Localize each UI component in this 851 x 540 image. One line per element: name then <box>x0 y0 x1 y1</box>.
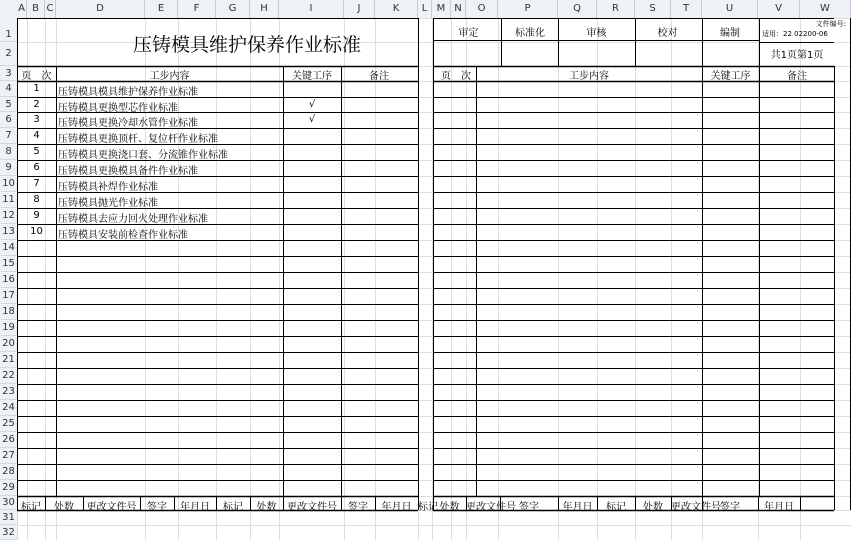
item-number: 9 <box>33 210 40 221</box>
item-step-name: 压铸模具更换型芯作业标准 <box>58 103 178 114</box>
column-header-w[interactable]: W <box>800 0 851 18</box>
item-step-name: 压铸模具更换顶杆、复位杆作业标准 <box>58 134 218 145</box>
column-header-h[interactable]: H <box>250 0 279 18</box>
item-step-name: 压铸模具安装前检查作业标准 <box>58 230 188 241</box>
footer-cell-label: 年月日 <box>180 502 210 513</box>
row-header-bar <box>0 18 18 540</box>
column-header-m[interactable]: M <box>432 0 451 18</box>
column-header-g[interactable]: G <box>216 0 250 18</box>
column-header-c[interactable]: C <box>45 0 56 18</box>
column-header-a[interactable]: A <box>17 0 27 18</box>
item-step-name: 压铸模具更换浇口套、分流锥作业标准 <box>58 150 228 161</box>
row-header-24[interactable]: 24 <box>0 400 17 416</box>
doc-number-value: 适用：22 02200-06 <box>762 30 828 38</box>
row-header-28[interactable]: 28 <box>0 464 17 480</box>
row-header-19[interactable]: 19 <box>0 320 17 336</box>
row-header-9[interactable]: 9 <box>0 160 17 176</box>
row-header-12[interactable]: 12 <box>0 208 17 224</box>
page-title: 压铸模具维护保养作业标准 <box>132 34 361 56</box>
row-header-32[interactable]: 32 <box>0 525 17 540</box>
row-header-14[interactable]: 14 <box>0 240 17 256</box>
row-header-13[interactable]: 13 <box>0 224 17 240</box>
footer-cell-label: 年月日 <box>764 502 794 513</box>
column-header-n[interactable]: N <box>451 0 466 18</box>
column-header-i[interactable]: I <box>279 0 344 18</box>
footer-cell-label: 年月日 <box>381 502 412 513</box>
column-header-t[interactable]: T <box>671 0 702 18</box>
item-step-name: 压铸模具更换模具备件作业标准 <box>58 166 198 177</box>
header-key-left: 关键工序 <box>292 71 332 82</box>
row-header-26[interactable]: 26 <box>0 432 17 448</box>
column-header-u[interactable]: U <box>702 0 758 18</box>
footer-cell-label: 更改文件号 <box>671 502 721 513</box>
row-header-2[interactable]: 2 <box>0 42 17 66</box>
approval-review: 审定 <box>458 28 479 39</box>
row-header-22[interactable]: 22 <box>0 368 17 384</box>
item-key-mark: √ <box>308 99 316 110</box>
footer-cell-label: 年月日 <box>562 502 593 513</box>
column-header-v[interactable]: V <box>758 0 800 18</box>
row-header-6[interactable]: 6 <box>0 112 17 128</box>
footer-cell-label: 处数 <box>54 502 74 513</box>
row-header-25[interactable]: 25 <box>0 416 17 432</box>
page-info: 共1页第1页 <box>770 50 824 61</box>
item-number: 7 <box>33 178 40 189</box>
doc-number-label: 文件编号: <box>815 20 846 28</box>
column-header-k[interactable]: K <box>375 0 418 18</box>
row-header-7[interactable]: 7 <box>0 128 17 144</box>
row-header-30[interactable]: 30 <box>0 496 17 510</box>
approval-compile: 编制 <box>720 28 740 39</box>
footer-cell-label: 标记 <box>21 502 41 513</box>
row-header-27[interactable]: 27 <box>0 448 17 464</box>
row-header-20[interactable]: 20 <box>0 336 17 352</box>
row-header-10[interactable]: 10 <box>0 176 17 192</box>
approval-standardization: 标准化 <box>515 28 545 39</box>
footer-cell-label: 更改文件号 <box>466 502 516 513</box>
item-step-name: 压铸模具补焊作业标准 <box>58 182 158 193</box>
approval-audit: 审核 <box>586 28 607 39</box>
item-step-name: 压铸模具模具维护保养作业标准 <box>58 87 198 98</box>
column-header-q[interactable]: Q <box>558 0 597 18</box>
footer-cell-label: 签字 <box>348 502 368 513</box>
row-header-23[interactable]: 23 <box>0 384 17 400</box>
footer-cell-label: 处数 <box>439 502 460 513</box>
row-header-5[interactable]: 5 <box>0 97 17 112</box>
row-header-3[interactable]: 3 <box>0 66 17 81</box>
row-header-4[interactable]: 4 <box>0 81 17 97</box>
column-header-l[interactable]: L <box>418 0 432 18</box>
column-header-o[interactable]: O <box>466 0 498 18</box>
worksheet-grid[interactable] <box>17 18 851 540</box>
header-note-left: 备注 <box>369 71 389 82</box>
item-key-mark: √ <box>308 114 316 125</box>
row-header-17[interactable]: 17 <box>0 288 17 304</box>
header-page-right: 页 次 <box>441 71 471 82</box>
header-step-left: 工步内容 <box>149 71 190 82</box>
row-header-31[interactable]: 31 <box>0 510 17 525</box>
approval-proofread: 校对 <box>657 28 678 39</box>
row-header-16[interactable]: 16 <box>0 272 17 288</box>
header-step-right: 工步内容 <box>569 71 609 82</box>
header-page-left: 页 次 <box>21 71 52 82</box>
footer-cell-label: 更改文件号 <box>86 502 137 513</box>
column-header-f[interactable]: F <box>178 0 216 18</box>
column-header-d[interactable]: D <box>56 0 145 18</box>
row-header-1[interactable]: 1 <box>0 18 17 42</box>
row-header-29[interactable]: 29 <box>0 480 17 496</box>
header-note-right: 备注 <box>787 71 807 82</box>
column-header-bar <box>0 0 851 19</box>
row-header-11[interactable]: 11 <box>0 192 17 208</box>
footer-cell-label: 签字 <box>720 502 740 513</box>
column-header-e[interactable]: E <box>145 0 178 18</box>
footer-cell-label: 处数 <box>256 502 277 513</box>
item-number: 10 <box>30 226 43 237</box>
column-header-b[interactable]: B <box>27 0 45 18</box>
item-number: 8 <box>33 194 40 205</box>
footer-cell-label: 更改文件号 <box>287 502 337 513</box>
row-header-18[interactable]: 18 <box>0 304 17 320</box>
item-step-name: 压铸模具抛光作业标准 <box>58 198 158 209</box>
header-key-right: 关键工序 <box>710 71 751 82</box>
footer-cell-label: 标记 <box>418 502 438 513</box>
footer-cell-label: 签字 <box>147 502 167 513</box>
item-step-name: 压铸模具更换冷却水管作业标准 <box>58 118 198 129</box>
item-number: 4 <box>33 130 40 141</box>
column-header-r[interactable]: R <box>597 0 635 18</box>
item-number: 5 <box>33 146 40 157</box>
footer-cell-label: 标记 <box>223 502 243 513</box>
footer-cell-label: 签字 <box>519 502 539 513</box>
item-step-name: 压铸模具去应力回火处理作业标准 <box>58 214 208 225</box>
item-number: 6 <box>33 162 40 173</box>
row-header-21[interactable]: 21 <box>0 352 17 368</box>
item-number: 1 <box>33 83 40 94</box>
footer-cell-label: 处数 <box>643 502 663 513</box>
item-number: 2 <box>33 99 40 110</box>
column-header-s[interactable]: S <box>635 0 671 18</box>
row-header-15[interactable]: 15 <box>0 256 17 272</box>
footer-cell-label: 标记 <box>606 502 626 513</box>
item-number: 3 <box>33 114 40 125</box>
column-header-j[interactable]: J <box>344 0 375 18</box>
row-header-8[interactable]: 8 <box>0 144 17 160</box>
column-header-p[interactable]: P <box>498 0 558 18</box>
